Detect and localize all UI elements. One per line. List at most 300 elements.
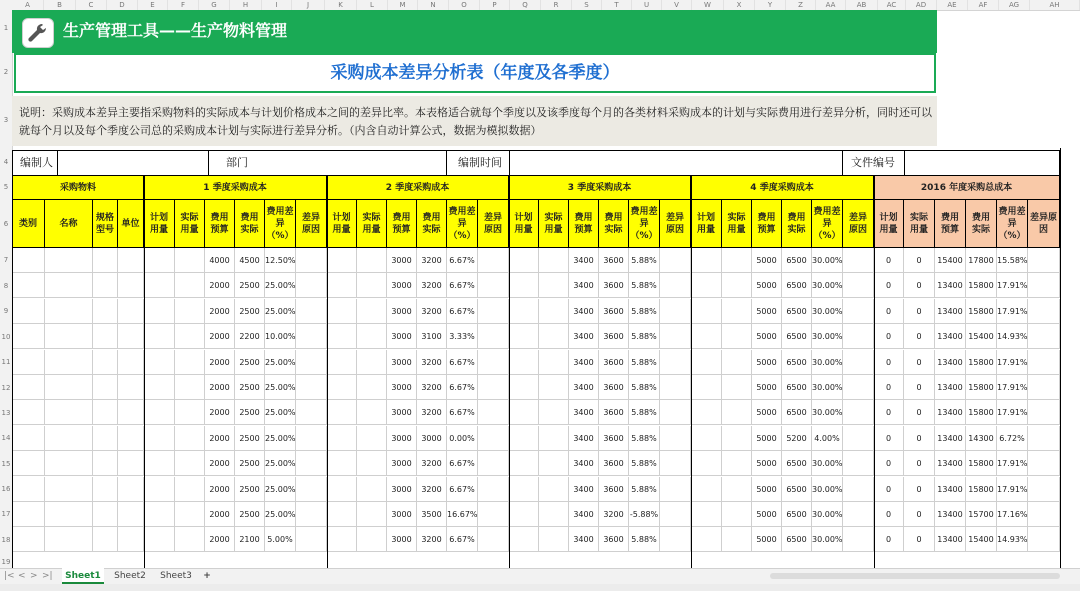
table-cell[interactable]: 3000 [417, 426, 447, 451]
table-cell[interactable] [1028, 273, 1060, 298]
table-cell[interactable]: 5000 [752, 477, 782, 502]
column-letter[interactable]: N [418, 0, 449, 10]
table-cell[interactable] [478, 426, 509, 451]
column-header[interactable]: 费用预算 [569, 200, 599, 248]
table-cell[interactable]: 3000 [387, 299, 417, 324]
table-cell[interactable] [144, 299, 175, 324]
column-header[interactable]: 费用预算 [205, 200, 235, 248]
table-cell[interactable]: 30.00% [812, 248, 843, 273]
table-cell[interactable] [12, 426, 45, 451]
table-cell[interactable]: 6500 [782, 299, 812, 324]
table-cell[interactable] [1028, 400, 1060, 425]
table-cell[interactable] [45, 477, 93, 502]
table-cell[interactable]: 17.91% [997, 477, 1028, 502]
table-cell[interactable]: 6.67% [447, 299, 478, 324]
row-number[interactable]: 7 [3, 256, 9, 264]
table-cell[interactable]: 3.33% [447, 324, 478, 349]
row-number[interactable]: 5 [3, 183, 9, 191]
column-header[interactable]: 实际用量 [539, 200, 569, 248]
table-cell[interactable]: 14.93% [997, 527, 1028, 552]
table-cell[interactable]: 5.88% [629, 375, 660, 400]
column-letter[interactable]: Q [510, 0, 541, 10]
table-cell[interactable]: 2000 [205, 375, 235, 400]
column-header[interactable]: 费用差异（%） [997, 200, 1028, 248]
column-header[interactable]: 费用实际 [235, 200, 265, 248]
table-cell[interactable] [296, 527, 327, 552]
table-cell[interactable]: 3000 [387, 502, 417, 527]
table-cell[interactable] [45, 350, 93, 375]
table-cell[interactable]: 5.88% [629, 527, 660, 552]
group-header-q4[interactable]: 4 季度采购成本 [691, 176, 874, 200]
column-header[interactable]: 实际用量 [357, 200, 387, 248]
table-cell[interactable]: 2000 [205, 273, 235, 298]
column-letter[interactable]: J [292, 0, 325, 10]
table-cell[interactable]: 15800 [966, 375, 997, 400]
table-cell[interactable]: 3200 [417, 350, 447, 375]
table-cell[interactable] [118, 350, 144, 375]
table-cell[interactable]: 25.00% [265, 477, 296, 502]
table-cell[interactable] [93, 527, 118, 552]
column-letter[interactable]: Y [755, 0, 786, 10]
table-cell[interactable]: 6.67% [447, 350, 478, 375]
table-cell[interactable] [660, 451, 691, 476]
table-cell[interactable]: 3400 [569, 527, 599, 552]
table-cell[interactable]: 13400 [935, 299, 966, 324]
table-cell[interactable]: 3600 [599, 375, 629, 400]
table-cell[interactable] [45, 324, 93, 349]
table-cell[interactable]: 6500 [782, 451, 812, 476]
table-cell[interactable] [296, 350, 327, 375]
table-cell[interactable]: 3600 [599, 273, 629, 298]
row-number[interactable]: 9 [3, 307, 9, 315]
table-cell[interactable]: 13400 [935, 324, 966, 349]
row-number[interactable]: 1 [3, 24, 9, 32]
table-cell[interactable] [357, 426, 387, 451]
table-cell[interactable]: 0 [904, 426, 935, 451]
column-letter[interactable]: AE [937, 0, 968, 10]
table-cell[interactable]: 2100 [235, 527, 265, 552]
column-letter[interactable]: AH [1030, 0, 1080, 10]
table-cell[interactable] [175, 324, 205, 349]
table-cell[interactable]: 0 [904, 451, 935, 476]
table-cell[interactable] [118, 375, 144, 400]
table-cell[interactable]: 3500 [417, 502, 447, 527]
column-header[interactable]: 费用实际 [417, 200, 447, 248]
table-cell[interactable]: 5.88% [629, 324, 660, 349]
table-cell[interactable]: 2500 [235, 375, 265, 400]
column-header[interactable]: 计划用量 [327, 200, 357, 248]
column-letter[interactable]: W [692, 0, 724, 10]
table-cell[interactable] [45, 426, 93, 451]
table-cell[interactable]: 5200 [782, 426, 812, 451]
table-cell[interactable] [1028, 527, 1060, 552]
table-cell[interactable]: 3000 [387, 350, 417, 375]
table-cell[interactable]: 15800 [966, 350, 997, 375]
table-cell[interactable]: 0 [874, 502, 904, 527]
table-cell[interactable] [12, 477, 45, 502]
column-header[interactable]: 计划用量 [874, 200, 904, 248]
column-header[interactable]: 规格型号 [93, 200, 118, 248]
table-cell[interactable]: 15800 [966, 477, 997, 502]
table-cell[interactable]: 3400 [569, 400, 599, 425]
table-cell[interactable]: 3400 [569, 273, 599, 298]
table-cell[interactable]: 4000 [205, 248, 235, 273]
table-cell[interactable] [144, 477, 175, 502]
table-cell[interactable] [1028, 451, 1060, 476]
column-letter[interactable]: Z [786, 0, 816, 10]
table-cell[interactable]: 0 [874, 400, 904, 425]
group-header-material[interactable]: 采购物料 [12, 176, 144, 200]
table-cell[interactable] [175, 375, 205, 400]
table-cell[interactable]: 0 [874, 375, 904, 400]
horizontal-scrollbar[interactable] [770, 573, 1060, 579]
group-header-q1[interactable]: 1 季度采购成本 [144, 176, 327, 200]
table-cell[interactable] [843, 248, 874, 273]
table-cell[interactable]: 13400 [935, 375, 966, 400]
table-cell[interactable]: 2500 [235, 299, 265, 324]
row-number[interactable]: 18 [1, 536, 11, 544]
table-cell[interactable] [357, 502, 387, 527]
table-cell[interactable]: 0 [874, 477, 904, 502]
table-cell[interactable]: 2500 [235, 477, 265, 502]
table-cell[interactable]: 3000 [387, 248, 417, 273]
table-cell[interactable] [843, 477, 874, 502]
table-cell[interactable] [296, 273, 327, 298]
table-cell[interactable] [327, 273, 357, 298]
table-cell[interactable]: 13400 [935, 502, 966, 527]
table-cell[interactable]: 0 [904, 502, 935, 527]
table-cell[interactable] [12, 451, 45, 476]
table-cell[interactable] [539, 375, 569, 400]
table-cell[interactable] [660, 273, 691, 298]
column-header[interactable]: 单位 [118, 200, 144, 248]
table-cell[interactable]: 15800 [966, 400, 997, 425]
table-cell[interactable] [509, 400, 539, 425]
row-number[interactable]: 19 [1, 558, 11, 566]
table-cell[interactable] [722, 527, 752, 552]
table-cell[interactable] [45, 400, 93, 425]
table-cell[interactable]: 3200 [599, 502, 629, 527]
table-cell[interactable] [296, 477, 327, 502]
table-cell[interactable] [118, 502, 144, 527]
table-cell[interactable]: 10.00% [265, 324, 296, 349]
row-number[interactable]: 10 [1, 333, 11, 341]
table-cell[interactable] [45, 299, 93, 324]
table-cell[interactable] [1028, 324, 1060, 349]
table-cell[interactable]: 2500 [235, 273, 265, 298]
table-cell[interactable] [118, 426, 144, 451]
table-cell[interactable]: 3400 [569, 299, 599, 324]
table-cell[interactable]: 13400 [935, 350, 966, 375]
table-cell[interactable] [327, 299, 357, 324]
table-cell[interactable]: 0 [904, 527, 935, 552]
row-number[interactable]: 2 [3, 68, 9, 76]
column-letter[interactable]: C [76, 0, 107, 10]
table-cell[interactable] [691, 350, 722, 375]
table-cell[interactable]: 5000 [752, 502, 782, 527]
table-cell[interactable]: 3600 [599, 299, 629, 324]
table-cell[interactable]: 3400 [569, 477, 599, 502]
table-cell[interactable] [660, 426, 691, 451]
table-cell[interactable]: 3600 [599, 248, 629, 273]
table-cell[interactable] [722, 299, 752, 324]
table-cell[interactable] [12, 527, 45, 552]
table-cell[interactable]: 14300 [966, 426, 997, 451]
column-letter[interactable]: AA [816, 0, 846, 10]
table-cell[interactable] [539, 248, 569, 273]
add-sheet-button[interactable]: + [203, 571, 211, 581]
column-header[interactable]: 差异原因 [478, 200, 509, 248]
table-cell[interactable] [357, 248, 387, 273]
table-cell[interactable] [478, 451, 509, 476]
table-cell[interactable] [144, 375, 175, 400]
column-letter[interactable]: K [325, 0, 357, 10]
table-cell[interactable]: 0 [874, 350, 904, 375]
table-cell[interactable] [93, 477, 118, 502]
table-cell[interactable]: 2500 [235, 502, 265, 527]
table-cell[interactable] [118, 400, 144, 425]
table-cell[interactable]: 30.00% [812, 324, 843, 349]
group-header-q2[interactable]: 2 季度采购成本 [327, 176, 509, 200]
table-cell[interactable]: 2000 [205, 426, 235, 451]
table-cell[interactable] [327, 527, 357, 552]
column-header[interactable]: 实际用量 [904, 200, 935, 248]
column-letter[interactable]: U [632, 0, 662, 10]
table-cell[interactable] [843, 350, 874, 375]
table-cell[interactable]: 17.91% [997, 375, 1028, 400]
table-cell[interactable]: 3000 [387, 400, 417, 425]
table-cell[interactable]: 0 [874, 527, 904, 552]
table-cell[interactable]: 15800 [966, 273, 997, 298]
table-cell[interactable]: 6.67% [447, 375, 478, 400]
table-cell[interactable] [12, 324, 45, 349]
column-letter[interactable]: AC [878, 0, 906, 10]
table-cell[interactable] [144, 400, 175, 425]
table-cell[interactable]: 5000 [752, 324, 782, 349]
column-letter[interactable]: O [449, 0, 480, 10]
table-cell[interactable]: 25.00% [265, 299, 296, 324]
table-cell[interactable] [722, 324, 752, 349]
table-cell[interactable]: 3000 [387, 324, 417, 349]
table-cell[interactable] [118, 477, 144, 502]
table-cell[interactable] [1028, 426, 1060, 451]
table-cell[interactable] [478, 248, 509, 273]
table-cell[interactable] [327, 400, 357, 425]
table-cell[interactable] [691, 502, 722, 527]
table-cell[interactable]: 3400 [569, 248, 599, 273]
table-cell[interactable]: 3600 [599, 527, 629, 552]
table-cell[interactable]: 14.93% [997, 324, 1028, 349]
column-header[interactable]: 计划用量 [691, 200, 722, 248]
table-cell[interactable]: 0 [904, 324, 935, 349]
table-cell[interactable] [175, 477, 205, 502]
table-cell[interactable] [478, 350, 509, 375]
table-cell[interactable] [357, 350, 387, 375]
table-cell[interactable]: 5.88% [629, 273, 660, 298]
table-cell[interactable]: 6.72% [997, 426, 1028, 451]
tab-sheet3[interactable]: Sheet3 [160, 571, 192, 581]
column-header[interactable]: 名称 [45, 200, 93, 248]
table-cell[interactable]: 15400 [935, 248, 966, 273]
table-cell[interactable] [93, 350, 118, 375]
table-cell[interactable] [296, 451, 327, 476]
table-cell[interactable]: 2000 [205, 477, 235, 502]
table-cell[interactable] [1028, 375, 1060, 400]
column-letter[interactable]: F [168, 0, 199, 10]
table-cell[interactable] [539, 299, 569, 324]
table-cell[interactable]: 3200 [417, 248, 447, 273]
table-cell[interactable]: 3000 [387, 426, 417, 451]
table-cell[interactable]: 0 [874, 248, 904, 273]
table-cell[interactable] [144, 248, 175, 273]
table-cell[interactable] [1028, 248, 1060, 273]
table-cell[interactable]: 15800 [966, 451, 997, 476]
table-cell[interactable] [357, 273, 387, 298]
table-cell[interactable] [12, 502, 45, 527]
table-cell[interactable]: 6500 [782, 350, 812, 375]
table-cell[interactable] [45, 273, 93, 298]
table-cell[interactable] [45, 527, 93, 552]
table-cell[interactable] [478, 299, 509, 324]
table-cell[interactable] [509, 248, 539, 273]
column-letter[interactable]: D [107, 0, 138, 10]
table-cell[interactable] [327, 502, 357, 527]
table-cell[interactable] [843, 426, 874, 451]
table-cell[interactable] [357, 299, 387, 324]
table-cell[interactable]: 3600 [599, 350, 629, 375]
column-letter[interactable]: P [480, 0, 510, 10]
table-cell[interactable] [722, 273, 752, 298]
row-number[interactable]: 14 [1, 434, 11, 442]
column-letter[interactable]: I [262, 0, 292, 10]
table-cell[interactable]: 17.91% [997, 451, 1028, 476]
table-cell[interactable]: 16.67% [447, 502, 478, 527]
table-cell[interactable]: 6500 [782, 477, 812, 502]
table-cell[interactable]: 2500 [235, 426, 265, 451]
table-cell[interactable] [509, 299, 539, 324]
table-cell[interactable]: 5000 [752, 350, 782, 375]
table-cell[interactable] [296, 502, 327, 527]
table-cell[interactable]: 6.67% [447, 477, 478, 502]
table-cell[interactable] [691, 451, 722, 476]
column-header[interactable]: 费用实际 [966, 200, 997, 248]
group-header-q3[interactable]: 3 季度采购成本 [509, 176, 691, 200]
table-cell[interactable] [144, 350, 175, 375]
column-letter[interactable]: AF [968, 0, 999, 10]
table-cell[interactable] [691, 375, 722, 400]
table-cell[interactable] [118, 248, 144, 273]
table-cell[interactable] [357, 324, 387, 349]
table-cell[interactable]: 5.00% [265, 527, 296, 552]
table-cell[interactable] [843, 324, 874, 349]
table-cell[interactable] [12, 375, 45, 400]
table-cell[interactable]: 3400 [569, 375, 599, 400]
table-cell[interactable]: 0 [904, 299, 935, 324]
table-cell[interactable]: 17.16% [997, 502, 1028, 527]
table-cell[interactable]: 17.91% [997, 299, 1028, 324]
table-cell[interactable]: 3400 [569, 502, 599, 527]
table-cell[interactable]: -5.88% [629, 502, 660, 527]
table-cell[interactable]: 5000 [752, 527, 782, 552]
table-cell[interactable]: 5.88% [629, 477, 660, 502]
table-cell[interactable]: 3200 [417, 527, 447, 552]
table-cell[interactable]: 25.00% [265, 400, 296, 425]
table-cell[interactable] [660, 324, 691, 349]
table-cell[interactable] [118, 527, 144, 552]
table-cell[interactable]: 3200 [417, 375, 447, 400]
column-header[interactable]: 费用差异（%） [447, 200, 478, 248]
table-cell[interactable]: 15700 [966, 502, 997, 527]
table-cell[interactable] [93, 299, 118, 324]
table-cell[interactable] [93, 248, 118, 273]
table-cell[interactable]: 3400 [569, 426, 599, 451]
table-cell[interactable] [175, 527, 205, 552]
table-cell[interactable] [144, 502, 175, 527]
table-cell[interactable] [118, 451, 144, 476]
column-letter[interactable]: A [12, 0, 44, 10]
column-header[interactable]: 实际用量 [722, 200, 752, 248]
column-letter[interactable]: V [662, 0, 692, 10]
table-cell[interactable]: 6.67% [447, 451, 478, 476]
table-cell[interactable] [539, 527, 569, 552]
table-cell[interactable]: 6500 [782, 375, 812, 400]
table-cell[interactable] [660, 400, 691, 425]
table-cell[interactable]: 30.00% [812, 400, 843, 425]
table-cell[interactable]: 2000 [205, 350, 235, 375]
column-letter[interactable]: T [602, 0, 632, 10]
column-header[interactable]: 差异原因 [296, 200, 327, 248]
table-cell[interactable]: 3400 [569, 350, 599, 375]
table-cell[interactable]: 6500 [782, 273, 812, 298]
table-cell[interactable] [691, 426, 722, 451]
table-cell[interactable] [722, 350, 752, 375]
table-cell[interactable]: 30.00% [812, 477, 843, 502]
table-cell[interactable] [144, 426, 175, 451]
table-cell[interactable]: 5.88% [629, 426, 660, 451]
column-letter[interactable]: L [357, 0, 388, 10]
table-cell[interactable]: 3200 [417, 400, 447, 425]
table-cell[interactable]: 3600 [599, 451, 629, 476]
table-cell[interactable] [691, 299, 722, 324]
table-cell[interactable] [12, 350, 45, 375]
table-cell[interactable]: 5.88% [629, 299, 660, 324]
column-letter[interactable]: B [44, 0, 76, 10]
tab-sheet2[interactable]: Sheet2 [114, 571, 146, 581]
table-cell[interactable] [93, 502, 118, 527]
row-number[interactable]: 11 [1, 358, 11, 366]
prev-sheet-button[interactable]: < [18, 571, 26, 581]
table-cell[interactable]: 3600 [599, 400, 629, 425]
row-number[interactable]: 4 [3, 158, 9, 166]
table-cell[interactable] [296, 400, 327, 425]
column-header[interactable]: 费用差异（%） [812, 200, 843, 248]
table-cell[interactable] [843, 273, 874, 298]
row-number[interactable]: 16 [1, 485, 11, 493]
table-cell[interactable]: 0 [904, 273, 935, 298]
table-cell[interactable]: 4500 [235, 248, 265, 273]
table-cell[interactable] [722, 248, 752, 273]
table-cell[interactable]: 0 [904, 248, 935, 273]
table-cell[interactable] [45, 375, 93, 400]
table-cell[interactable] [175, 248, 205, 273]
table-cell[interactable]: 13400 [935, 527, 966, 552]
table-cell[interactable] [660, 502, 691, 527]
table-cell[interactable]: 3000 [387, 527, 417, 552]
table-cell[interactable] [843, 299, 874, 324]
table-cell[interactable] [509, 502, 539, 527]
table-cell[interactable] [175, 451, 205, 476]
table-cell[interactable] [478, 273, 509, 298]
